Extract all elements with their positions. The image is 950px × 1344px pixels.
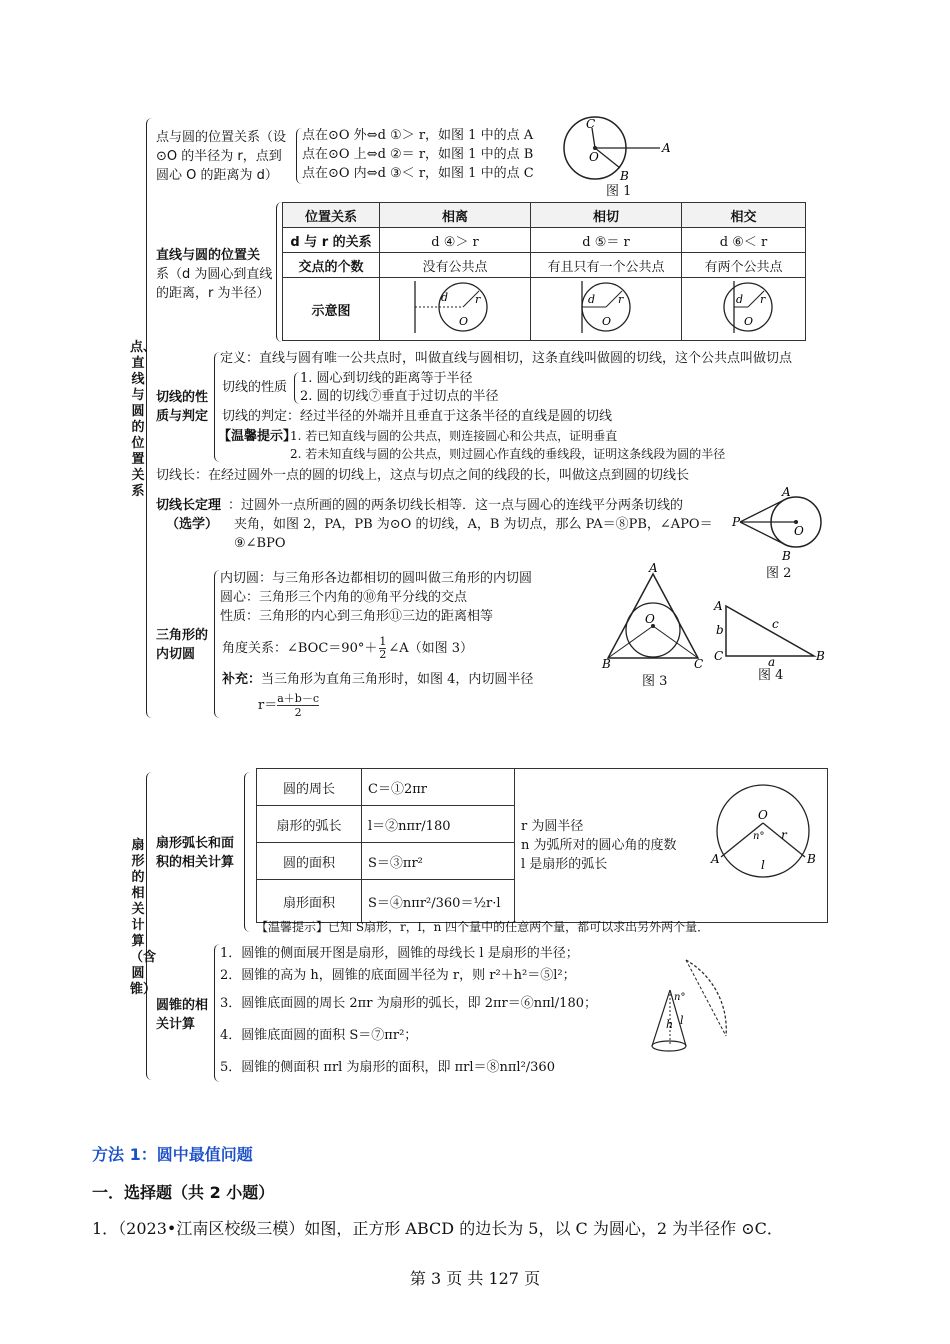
- cone-fig-n: n°: [674, 992, 686, 1003]
- cone-fig-h: h: [666, 1018, 674, 1031]
- cone-item-2: 2．圆锥的高为 h，圆锥的底面圆半径为 r，则 r²＋h²＝⑤l²；: [220, 968, 576, 983]
- figure-2-label: 图 2: [766, 566, 792, 581]
- point-on: 点在⊙O 上⇔d ②＝ r，如图 1 中的点 B: [302, 147, 534, 162]
- point-circle-title: 点与圆的位置关系（设 ⊙O 的半径为 r，点到 圆心 O 的距离为 d）: [156, 130, 287, 183]
- incircle-title: 三角形的 内切圆: [156, 628, 209, 662]
- cone-item-5: 5．圆锥的侧面积 πrl 为扇形的面积，即 πrl＝⑧nπl²/360: [220, 1060, 555, 1075]
- sector-fig-o: O: [758, 808, 768, 822]
- tangent-property-2: 2. 圆的切线⑦垂直于过切点的半径: [300, 389, 499, 404]
- tangent-theorem-line1: ：过圆外一点所画的圆的两条切线长相等．这一点与圆心的连线平分两条切线的: [228, 498, 684, 513]
- incircle-line4: 角度关系：∠BOC＝90°＋ $\frac{1}{2}$ ∠A（如图 3）: [222, 635, 474, 661]
- incircle-line2: 圆心：三角形三个内角的⑩角平分线的交点: [220, 590, 468, 605]
- diagram-tangent-svg: [556, 279, 656, 335]
- svg-text:d: d: [588, 293, 596, 306]
- line-circle-title: 直线与圆的位置关 系（d 为圆心到直线 的距离，r 为半径）: [156, 248, 273, 301]
- fig3-point-b: B: [602, 657, 611, 671]
- cone-title: 圆锥的相 关计算: [156, 998, 209, 1032]
- incircle-line3: 性质：三角形的内心到三角形⑪三边的距离相等: [220, 609, 494, 624]
- tangent-tip-label: 【温馨提示】: [218, 429, 297, 444]
- diagram-intersect-svg: [694, 279, 794, 335]
- incircle-line1: 内切圆：与三角形各边都相切的圆叫做三角形的内切圆: [220, 571, 533, 586]
- fig4-point-a: A: [714, 599, 723, 613]
- figure-2: [730, 486, 830, 566]
- fig3-point-o: O: [645, 612, 655, 626]
- cone-item-1: 1．圆锥的侧面展开图是扇形，圆锥的母线长 l 是扇形的半径；: [220, 946, 579, 961]
- sector-row-circumference: 圆的周长 C＝①2πr r 为圆半径 n 为弧所对的圆心角的度数 l 是扇形的弧长 O n° r A l B: [257, 769, 828, 806]
- sector-fig-b: B: [807, 852, 816, 866]
- figure-1-label: 图 1: [606, 184, 632, 199]
- tangent-length: 切线长：在经过圆外一点的圆的切线上，这点与切点之间的线段的长，叫做这点到圆的切线长: [156, 468, 690, 483]
- sector-row-arc: 扇形的弧长 l＝②nπr/180: [257, 806, 828, 843]
- method-title: 方法 1：圆中最值问题: [92, 1145, 253, 1164]
- cone-figure: [630, 950, 750, 1060]
- incircle-r-formula: r＝ $\frac{a+b-c}{2}$: [258, 692, 319, 719]
- svg-text:d: d: [441, 291, 449, 304]
- fig4-point-c: C: [714, 649, 724, 663]
- svg-text:r: r: [475, 293, 481, 306]
- svg-text:r: r: [618, 293, 624, 306]
- sector-title: 扇形弧长和面 积的相关计算: [156, 836, 235, 870]
- svg-text:d: d: [735, 293, 743, 306]
- line-circle-count-row: 交点的个数 没有公共点 有且只有一个公共点 有两个公共点: [283, 253, 806, 278]
- sector-tip: 【温馨提示】已知 S扇形，r，l，n 四个量中的任意两个量，都可以求出另外两个量．: [256, 920, 710, 934]
- fig4-side-c: c: [772, 617, 779, 631]
- diagram-tangent: [531, 278, 682, 341]
- fig1-point-a: A: [662, 141, 671, 155]
- tangent-judgement: 切线的判定：经过半径的外端并且垂直于这条半径的直线是圆的切线: [222, 409, 613, 424]
- svg-text:O: O: [602, 315, 612, 328]
- fig3-point-a: A: [649, 561, 658, 575]
- diagram-intersect: [682, 278, 806, 341]
- tangent-theorem-line2: 夹角，如图 2，PA，PB 为⊙O 的切线，A，B 为切点，那么 PA＝⑧PB，∠APO＝: [234, 517, 713, 532]
- section2-main-brace: [146, 772, 155, 1080]
- section1-main-brace: [146, 118, 155, 718]
- fig4-point-b: B: [816, 649, 825, 663]
- line-circle-table: [282, 202, 806, 341]
- sector-row-area: 圆的面积 S＝③πr²: [257, 843, 828, 880]
- fig2-point-a: A: [782, 485, 791, 499]
- sector-table: [256, 768, 828, 923]
- svg-text:O: O: [459, 315, 469, 328]
- figure-3-label: 图 3: [642, 674, 668, 689]
- point-outside: 点在⊙O 外⇔d ①＞ r，如图 1 中的点 A: [302, 128, 534, 143]
- sector-row-sector-area: 扇形面积 S＝④nπr²/360＝½r·l: [257, 880, 828, 923]
- cone-fig-l: l: [680, 1014, 684, 1027]
- sector-fig-a: A: [711, 852, 720, 866]
- sector-fig-n: n°: [753, 831, 765, 842]
- page-footer: 第 3 页 共 127 页: [409, 1269, 541, 1288]
- fig2-point-o: O: [794, 524, 804, 538]
- figure-3: [598, 560, 708, 670]
- line-circle-header-row: 位置关系 相离 相切 相交: [283, 203, 806, 228]
- tangent-title: 切线的性 质与判定: [156, 390, 209, 424]
- section-heading: 一．选择题（共 2 小题）: [92, 1183, 275, 1202]
- point-circle-rows: [302, 126, 534, 183]
- figure-4-label: 图 4: [758, 668, 784, 683]
- sector-notes-cell: r 为圆半径 n 为弧所对的圆心角的度数 l 是扇形的弧长 O n° r A l B: [515, 769, 828, 923]
- tangent-tip-1: 1. 若已知直线与圆的公共点，则连接圆心和公共点，证明垂直: [290, 429, 618, 443]
- incircle-fraction: $\frac{1}{2}$: [379, 635, 387, 661]
- svg-text:r: r: [759, 293, 765, 306]
- tangent-tip-2: 2. 若未知直线与圆的公共点，则过圆心作直线的垂线段，证明这条线段为圆的半径: [290, 447, 726, 461]
- tangent-theorem-title: 切线长定理 （选学）: [156, 498, 222, 532]
- tangent-property-label: 切线的性质: [222, 380, 288, 395]
- fig4-side-b: b: [716, 623, 724, 637]
- cone-item-4: 4．圆锥底面圆的面积 S＝⑦πr²；: [220, 1028, 418, 1043]
- section1-vertical-title: 点、直线与圆的位置关系: [130, 340, 157, 499]
- fig1-point-c: C: [586, 117, 596, 131]
- sector-brace: [244, 772, 251, 932]
- fig1-point-b: B: [620, 169, 629, 183]
- sector-fig-r: r: [781, 828, 787, 842]
- sector-fig-l: l: [761, 858, 765, 872]
- tangent-definition: 定义：直线与圆有唯一公共点时，叫做直线与圆相切，这条直线叫做圆的切线，这个公共点叫做切点: [220, 351, 793, 366]
- figure-4: [710, 596, 830, 668]
- point-inside: 点在⊙O 内⇔d ③＜ r，如图 1 中的点 C: [302, 166, 534, 181]
- fig4-side-a: a: [768, 655, 776, 669]
- tangent-property-1: 1. 圆心到切线的距离等于半径: [300, 371, 473, 386]
- diagram-separate: [380, 278, 531, 341]
- incircle-supplement: 补充：当三角形为直角三角形时，如图 4，内切圆半径: [222, 672, 534, 687]
- sector-figure: [711, 773, 815, 913]
- line-circle-diagram-row: 示意图 d r O d r O d r O: [283, 278, 806, 341]
- cone-item-3: 3．圆锥底面圆的周长 2πr 为扇形的弧长，即 2πr＝⑥nπl/180；: [220, 996, 597, 1011]
- line-circle-relation-row: d 与 r 的关系 d ④＞ r d ⑤＝ r d ⑥＜ r: [283, 228, 806, 253]
- fig2-point-b: B: [782, 549, 791, 563]
- fig3-point-c: C: [694, 657, 704, 671]
- diagram-separate-svg: [405, 279, 505, 335]
- fig1-point-o: O: [589, 150, 599, 164]
- question-1: 1．（2023•江南区校级三模）如图，正方形 ABCD 的边长为 5，以 C 为圆心，2 为半径作 ⊙C．: [92, 1219, 783, 1238]
- tangent-theorem-line3: ⑨∠BPO: [234, 536, 286, 551]
- section2-vertical-title: 扇形的相关计算（含圆锥）: [130, 838, 157, 997]
- svg-text:O: O: [743, 315, 753, 328]
- fig2-point-p: P: [732, 515, 741, 529]
